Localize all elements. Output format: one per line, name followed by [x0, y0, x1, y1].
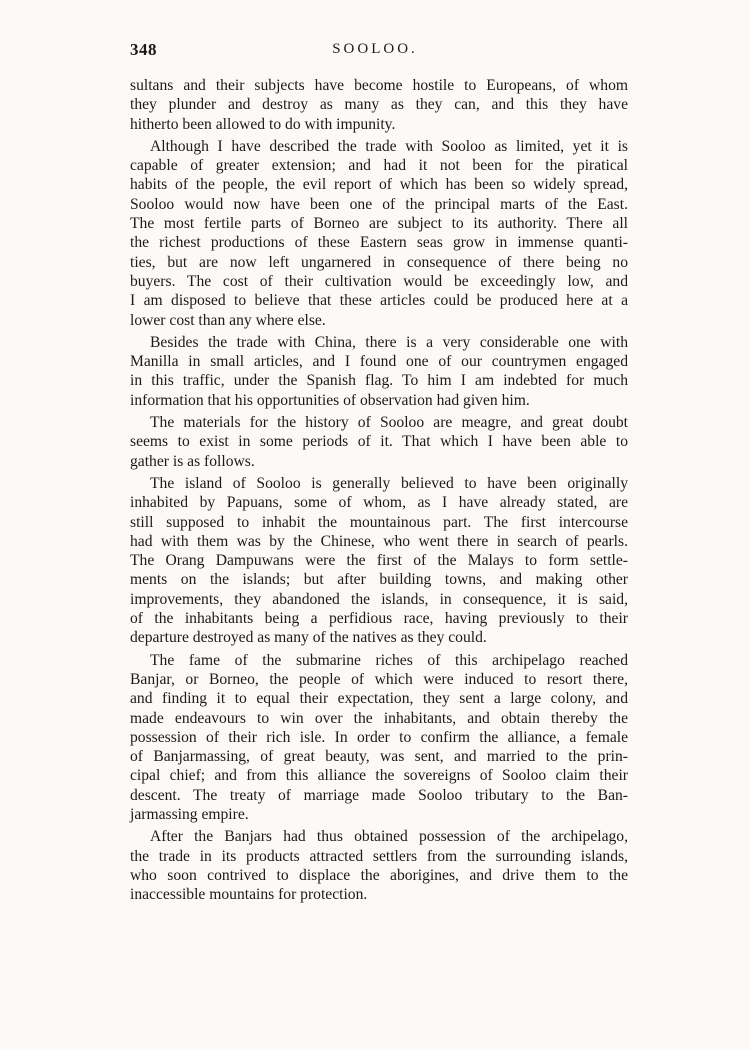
- text-line: The Orang Dampuwans were the first of the Malays to form settle-: [130, 552, 628, 570]
- text-line: the trade in its products attracted settlers from the surrounding islands,: [130, 847, 628, 865]
- paragraph: [130, 651, 628, 825]
- paragraph: [130, 333, 628, 410]
- text-line: sultans and their subjects have become hostile to Europeans, of whom: [130, 77, 628, 94]
- text-line: The materials for the history of Sooloo are meagre, and great doubt: [150, 414, 628, 432]
- text-line: information that his opportunities of observation had given him.: [130, 391, 530, 409]
- text-line: Besides the trade with China, there is a very considerable one with: [150, 333, 628, 351]
- text-line: inhabited by Papuans, some of whom, as I have already stated, are: [130, 494, 628, 512]
- paragraph: [130, 413, 628, 471]
- body-text: [130, 76, 628, 904]
- text-line: still supposed to inhabit the mountainous part. The first intercourse: [130, 513, 628, 531]
- text-line: Banjar, or Borneo, the people of which were induced to resort there,: [130, 670, 628, 688]
- text-line: who soon contrived to displace the aborigines, and drive them to the: [130, 866, 628, 884]
- text-line: The island of Sooloo is generally believed to have been originally: [150, 474, 628, 492]
- text-line: departure destroyed as many of the natives as they could.: [130, 629, 487, 647]
- paragraph: [130, 474, 628, 648]
- text-line: Manilla in small articles, and I found one of our countrymen engaged: [130, 353, 628, 371]
- text-line: descent. The treaty of marriage made Sooloo tributary to the Ban-: [130, 786, 628, 804]
- text-line: the richest productions of these Eastern seas grow in immense quanti-: [130, 234, 628, 252]
- text-line: seems to exist in some periods of it. That which I have been able to: [130, 433, 628, 451]
- text-line: The fame of the submarine riches of this archipelago reached: [150, 651, 628, 669]
- text-line: and finding it to equal their expectation, they sent a large colony, and: [130, 690, 628, 708]
- text-line: After the Banjars had thus obtained possession of the archipelago,: [150, 828, 628, 846]
- page-number: 348: [130, 40, 157, 59]
- text-line: of Banjarmassing, of great beauty, was sent, and married to the prin-: [130, 748, 628, 766]
- running-title: SOOLOO.: [332, 41, 418, 57]
- text-line: jarmassing empire.: [130, 805, 249, 823]
- text-line: lower cost than any where else.: [130, 311, 326, 329]
- text-line: buyers. The cost of their cultivation would be exceedingly low, and: [130, 272, 628, 290]
- text-line: in this traffic, under the Spanish flag. To him I am indebted for much: [130, 372, 628, 390]
- text-line: I am disposed to believe that these articles could be produced here at a: [130, 292, 628, 310]
- running-head: [0, 40, 750, 64]
- text-line: gather is as follows.: [130, 452, 255, 470]
- text-line: they plunder and destroy as many as they can, and this they have: [130, 96, 628, 114]
- paragraph: [130, 76, 628, 134]
- text-line: ties, but are now left ungarnered in consequence of there being no: [130, 253, 628, 271]
- text-line: The most fertile parts of Borneo are subject to its authority. There all: [130, 215, 628, 233]
- text-line: Although I have described the trade with Sooloo as limited, yet it is: [150, 137, 628, 155]
- text-line: hitherto been allowed to do with impunity.: [130, 115, 396, 133]
- text-line: ments on the islands; but after building towns, and making other: [130, 571, 628, 589]
- text-line: had with them was by the Chinese, who went there in search of pearls.: [130, 532, 628, 550]
- text-line: possession of their rich isle. In order to confirm the alliance, a female: [130, 728, 628, 746]
- text-line: habits of the people, the evil report of which has been so widely spread,: [130, 176, 628, 194]
- text-line: capable of greater extension; and had it not been for the piratical: [130, 157, 628, 175]
- text-line: Sooloo would now have been one of the principal marts of the East.: [130, 195, 628, 213]
- text-line: inaccessible mountains for protection.: [130, 886, 368, 904]
- paragraph: [130, 137, 628, 330]
- paragraph: [130, 827, 628, 904]
- text-line: improvements, they abandoned the islands, in consequence, it is said,: [130, 590, 628, 608]
- text-line: cipal chief; and from this alliance the sovereigns of Sooloo claim their: [130, 767, 628, 785]
- text-line: made endeavours to win over the inhabitants, and obtain thereby the: [130, 709, 628, 727]
- text-line: of the inhabitants being a perfidious race, having previously to their: [130, 610, 628, 628]
